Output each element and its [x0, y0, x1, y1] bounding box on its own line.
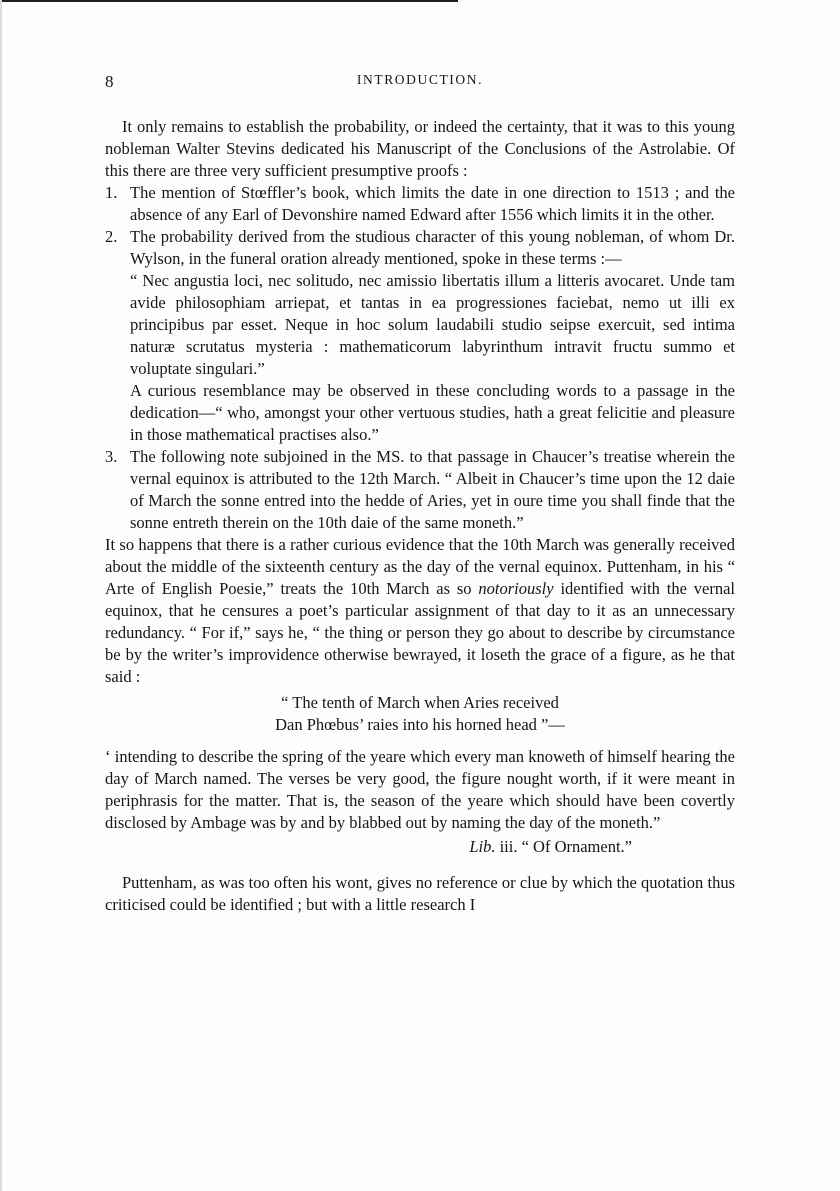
intro-paragraph: It only remains to establish the probability, or indeed the certainty, that it was to this young nobleman Walter Stevins dedicated his Manuscript of the Conclusions of the Astrolabie. Of this there are three very sufficient presumptive proofs : [105, 117, 735, 180]
citation-line [105, 836, 735, 858]
proof-item-3 [105, 446, 735, 534]
intending-paragraph: ‘ intending to describe the spring of the yeare which every man knoweth of himself hearing the day of March named. The verses be very good, the figure nought worth, if it were meant in periphrasis for the matter. That is, the season of the yeare which should have been covertly disclosed by Ambage was by and by blabbed out by naming the day of the moneth.” [105, 747, 735, 832]
proof-item-1 [105, 182, 735, 226]
italic-word-notoriously: notoriously [478, 579, 554, 598]
proof-item-1-number: 1. [105, 183, 118, 202]
citation-lib-italic: Lib. [469, 837, 496, 856]
proof-item-2 [105, 226, 735, 446]
proof-item-2-number: 2. [105, 227, 118, 246]
verse-line-1: “ The tenth of March when Aries received [281, 693, 559, 712]
running-header: INTRODUCTION. [356, 72, 484, 87]
proof-item-1-text: The mention of Stœffler’s book, which limits the date in one direction to 1513 ; and the absence of any Earl of Devonshire named Edward after 1556 which limits it in the other. [130, 183, 735, 224]
text-segment-after: identified with the vernal equinox, that he censures a poet’s particular assignment of that day to it as an unnecessary redundancy. “ For if,” says he, “ the thing or person they go about to describe by circumstance be by the writer’s improvidence otherwise bewrayed, it loseth the grace of a figure, as he that said : [105, 579, 735, 686]
text-segment-before: It so happens that there is a rather curious evidence that the 10th March was generally received about the middle of the sixteenth century as the day of the vernal equinox. Puttenham, in his “ Arte of English Poesie,” treats the 10th March as so [105, 535, 735, 598]
resemblance-paragraph: A curious resemblance may be observed in these concluding words to a passage in the dedication—“ who, amongst your other vertuous studies, hath a great felicitie and pleasure in those mathematical practises also.” [130, 381, 735, 444]
closing-paragraph: Puttenham, as was too often his wont, gives no reference or clue by which the quotation thus criticised could be identified ; but with a little research I [105, 873, 735, 914]
citation-rest: iii. “ Of Ornament.” [495, 837, 632, 856]
page-number: 8 [105, 72, 114, 91]
proof-item-3-number: 3. [105, 447, 118, 466]
page-header [105, 72, 735, 92]
verse-line-2: Dan Phœbus’ raies into his horned head ”— [275, 715, 565, 734]
latin-quotation: “ Nec angustia loci, nec solitudo, nec amissio libertatis illum a litteris avocaret. Unde tam avide philosophiam arriepat, et tantas in ea progressiones faciebat, nemo ut illi ex principibus par esset. Neque in hoc solum laudabili studio seipse exercuit, sed intima naturæ scrutatus mysteria : mathematicorum labyrinthum intravit fructu summo et voluptate singulari.” [130, 271, 735, 378]
equinox-paragraph [105, 534, 735, 688]
proof-item-3-text: The following note subjoined in the MS. to that passage in Chaucer’s treatise wherein the vernal equinox is attributed to the 12th March. “ Albeit in Chaucer’s time upon the 12 daie of March the sonne entred into the hedde of Aries, yet in oure time you shall finde that the sonne entreth therein on the 10th daie of the same moneth.” [130, 447, 735, 532]
verse-quotation [105, 692, 735, 736]
proof-item-2-text: The probability derived from the studious character of this young nobleman, of whom Dr. Wylson, in the funeral oration already mentioned, spoke in these terms :— [130, 227, 735, 268]
